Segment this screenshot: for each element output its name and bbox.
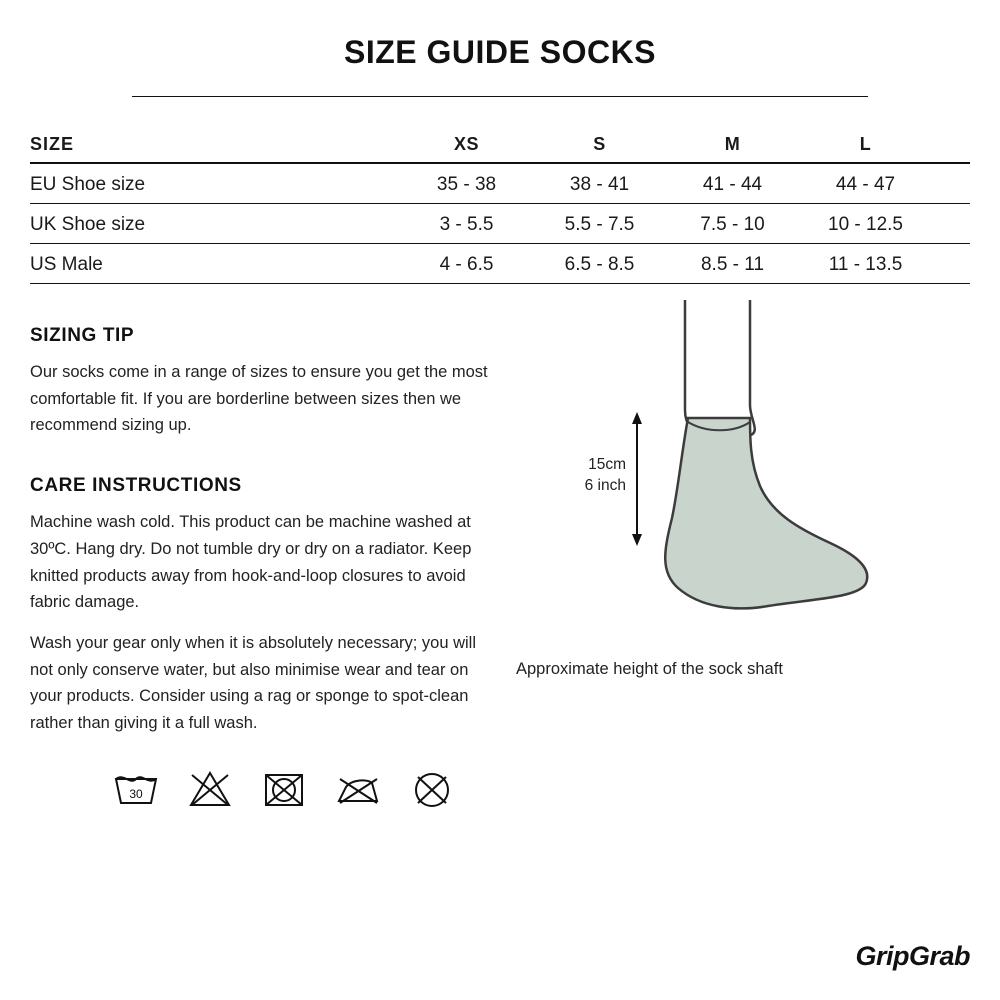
size-table — [30, 130, 970, 284]
sock-caption: Approximate height of the sock shaft — [516, 660, 783, 678]
measure-arrow-bottom — [632, 534, 642, 546]
do-not-tumble-dry-icon — [258, 765, 310, 811]
care-paragraph-2: Wash your gear only when it is absolutely necessary; you will not only conserve water, but also minimise wear and tear on your products. Consider using a rag or sponge to spot-clean rather than giving it a full wash. — [30, 634, 477, 733]
table-header-xs: XS — [453, 134, 479, 155]
measurement-label — [566, 455, 626, 497]
cell-eu-l: 44 - 47 — [835, 174, 896, 196]
measurement-cm: 15cm — [588, 456, 626, 473]
table-row — [30, 204, 970, 244]
row-label-eu: EU Shoe size — [30, 174, 146, 196]
page-title: SIZE GUIDE SOCKS — [343, 34, 657, 70]
table-header-size: SIZE — [30, 134, 75, 155]
cell-eu-xs: 35 - 38 — [436, 174, 497, 196]
wash-temp-label: 30 — [129, 787, 143, 801]
cell-us-s: 6.5 - 8.5 — [564, 254, 635, 276]
table-header-m: M — [724, 134, 741, 155]
row-label-uk: UK Shoe size — [30, 214, 146, 236]
sock-diagram — [510, 300, 970, 700]
sizing-tip-body: Our socks come in a range of sizes to ensure you get the most comfortable fit. If you are borderline between sizes then we recommend sizing up. — [30, 363, 488, 435]
sock-illustration — [510, 300, 970, 700]
title-divider — [132, 96, 868, 97]
cell-us-m: 8.5 - 11 — [700, 254, 765, 276]
cell-eu-s: 38 - 41 — [569, 174, 630, 196]
sizing-tip-heading: SIZING TIP — [30, 325, 135, 346]
info-column — [30, 325, 490, 751]
table-header-s: S — [593, 134, 606, 155]
cell-uk-xs: 3 - 5.5 — [439, 214, 494, 236]
do-not-bleach-icon — [184, 765, 236, 811]
care-symbols — [110, 765, 458, 811]
brand-logo: GripGrab — [855, 941, 970, 971]
machine-wash-30-icon — [110, 765, 162, 811]
cell-us-l: 11 - 13.5 — [828, 254, 903, 276]
care-instructions-heading: CARE INSTRUCTIONS — [30, 475, 242, 497]
cell-uk-m: 7.5 - 10 — [700, 214, 765, 236]
cell-uk-l: 10 - 12.5 — [828, 214, 903, 236]
sock-shape — [665, 418, 867, 608]
table-row — [30, 164, 970, 204]
do-not-iron-icon — [332, 765, 384, 811]
table-header-l: L — [859, 134, 872, 155]
measurement-inch: 6 inch — [584, 476, 626, 494]
care-paragraph-1: Machine wash cold. This product can be machine washed at 30ºC. Hang dry. Do not tumble dry or dry on a radiator. Keep knitted products away from hook-and-loop closures to avoid fabric damage. — [30, 513, 472, 612]
cell-eu-m: 41 - 44 — [702, 174, 763, 196]
cell-uk-s: 5.5 - 7.5 — [564, 214, 635, 236]
table-header-row — [30, 130, 970, 164]
table-row — [30, 244, 970, 284]
cell-us-xs: 4 - 6.5 — [439, 254, 494, 276]
row-label-us-male: US Male — [30, 254, 103, 276]
measure-arrow-top — [632, 412, 642, 424]
leg-shape — [685, 300, 755, 436]
do-not-dry-clean-icon — [406, 765, 458, 811]
